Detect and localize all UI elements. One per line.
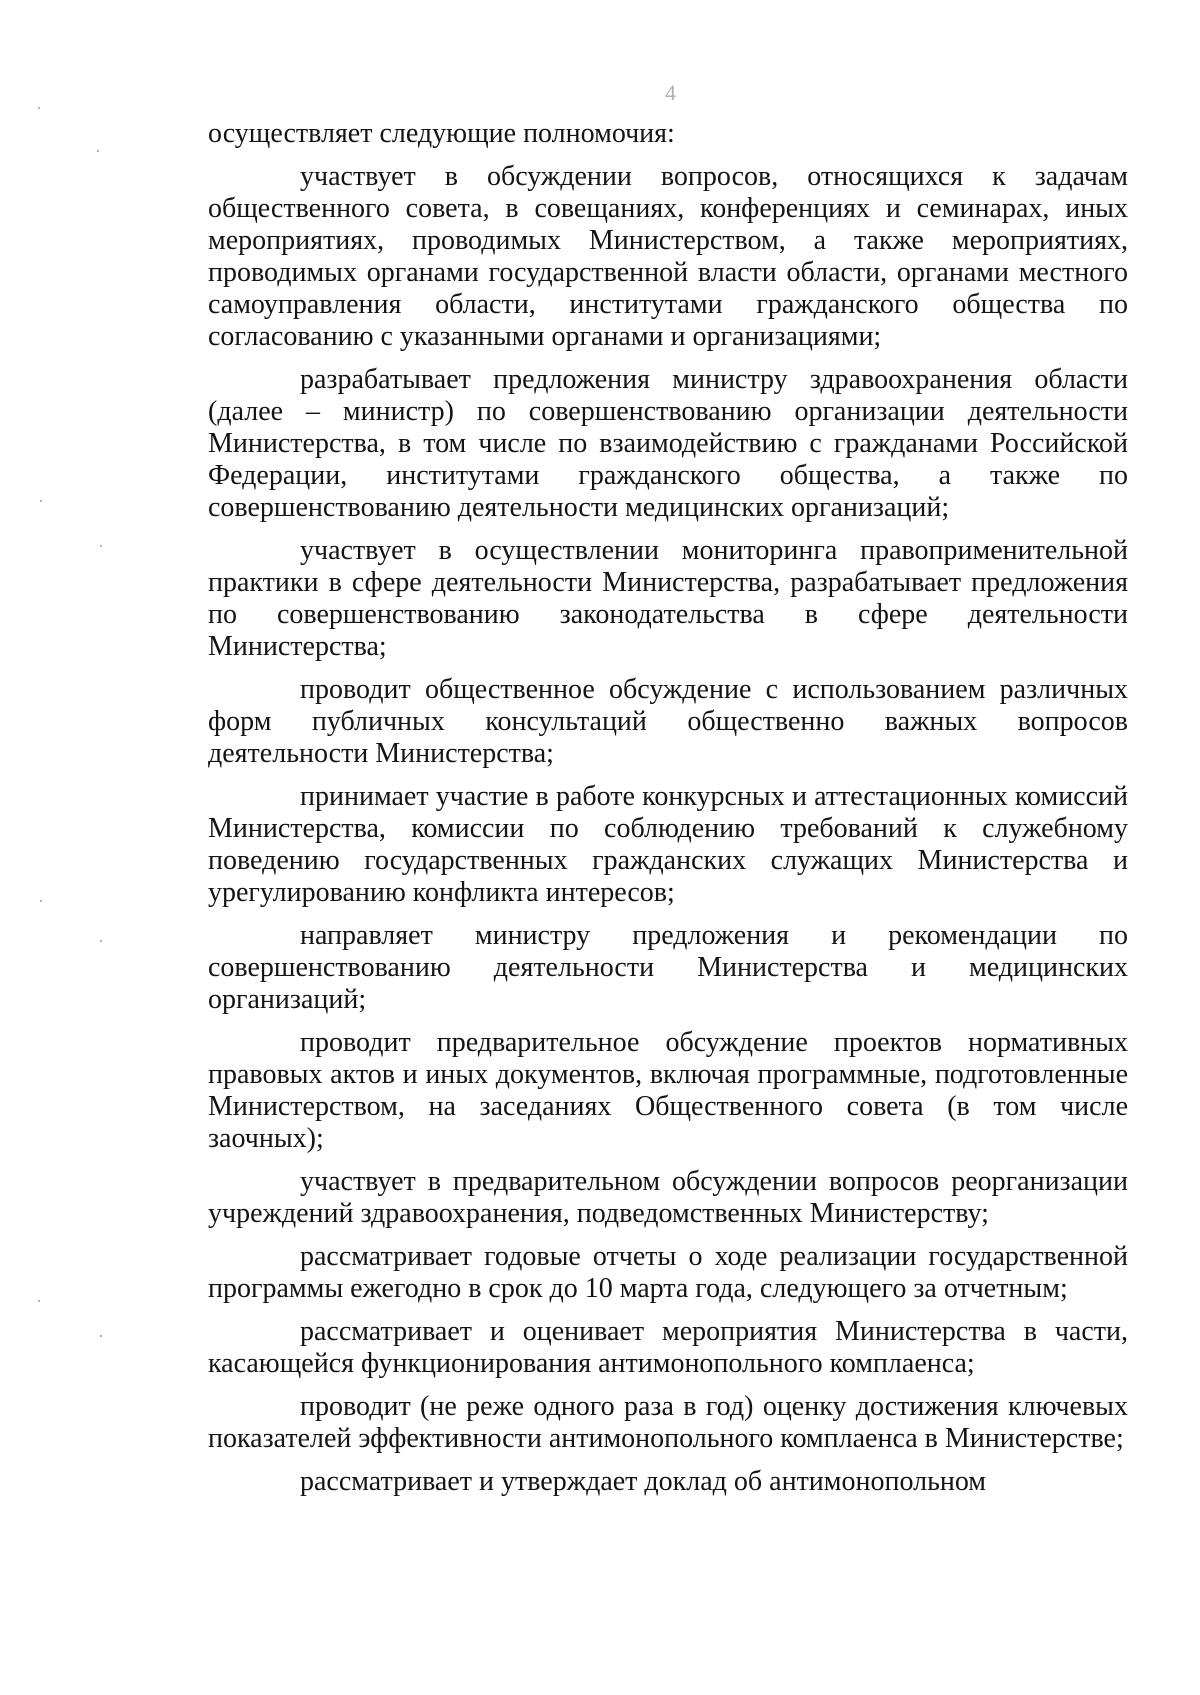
scan-speck <box>100 1335 102 1337</box>
scan-speck <box>100 545 102 547</box>
paragraph-draft-review: проводит предварительное обсуждение проектов нормативных правовых актов и иных документов, включая программные, подготовленные Министерством, на заседаниях Общественного совета (в том числе заочных); <box>208 1027 1128 1154</box>
scan-speck <box>38 1300 40 1302</box>
scan-speck <box>97 150 99 152</box>
page-number: 4 <box>665 80 676 105</box>
paragraph-commissions: принимает участие в работе конкурсных и аттестационных комиссий Министерства, комиссии по соблюдению требований к служебному поведению государственных гражданских служащих Министерства и урегулированию конфликта интересов; <box>208 781 1128 908</box>
scan-speck <box>40 900 42 902</box>
document-body <box>208 118 1128 1498</box>
paragraph-proposals-to-minister: разрабатывает предложения министру здравоохранения области (далее – министр) по совершенствованию организации деятельности Министерства, в том числе по взаимодействию с гражданами Российской Федерации, институтами гражданского общества, а также по совершенствованию деятельности медицинских организаций; <box>208 364 1128 523</box>
paragraph-report-approval: рассматривает и утверждает доклад об антимонопольном <box>300 1466 987 1497</box>
paragraph-monitoring: участвует в осуществлении мониторинга правоприменительной практики в сфере деятельности Министерства, разрабатывает предложения по совершенствованию законодательства в сфере деятельности Министерства; <box>208 535 1128 662</box>
lead-line: осуществляет следующие полномочия: <box>208 118 675 149</box>
scan-speck <box>38 107 40 109</box>
paragraph-participation: участвует в обсуждении вопросов, относящихся к задачам общественного совета, в совещаниях, конференциях и семинарах, иных мероприятиях, проводимых Министерством, а также мероприятиях, проводимых органами государственной власти области, органами местного самоуправления области, институтами гражданского общества по согласованию с указанными органами и организациями; <box>208 161 1128 352</box>
paragraph-antimonopoly-evaluation: рассматривает и оценивает мероприятия Министерства в части, касающейся функционирования антимонопольного комплаенса; <box>208 1316 1128 1379</box>
paragraph-recommendations: направляет министру предложения и рекомендации по совершенствованию деятельности Министерства и медицинских организаций; <box>208 920 1128 1015</box>
paragraph-public-discussion: проводит общественное обсуждение с использованием различных форм публичных консультаций общественно важных вопросов деятельности Министерства; <box>208 674 1128 769</box>
paragraph-kpi-assessment: проводит (не реже одного раза в год) оценку достижения ключевых показателей эффективности антимонопольного комплаенса в Министерстве; <box>208 1391 1128 1454</box>
paragraph-reorganization: участвует в предварительном обсуждении вопросов реорганизации учреждений здравоохранения, подведомственных Министерству; <box>208 1166 1128 1229</box>
paragraph-annual-reports: рассматривает годовые отчеты о ходе реализации государственной программы ежегодно в срок до 10 марта года, следующего за отчетным; <box>208 1241 1128 1304</box>
scan-speck <box>40 500 42 502</box>
scan-speck <box>100 940 102 942</box>
